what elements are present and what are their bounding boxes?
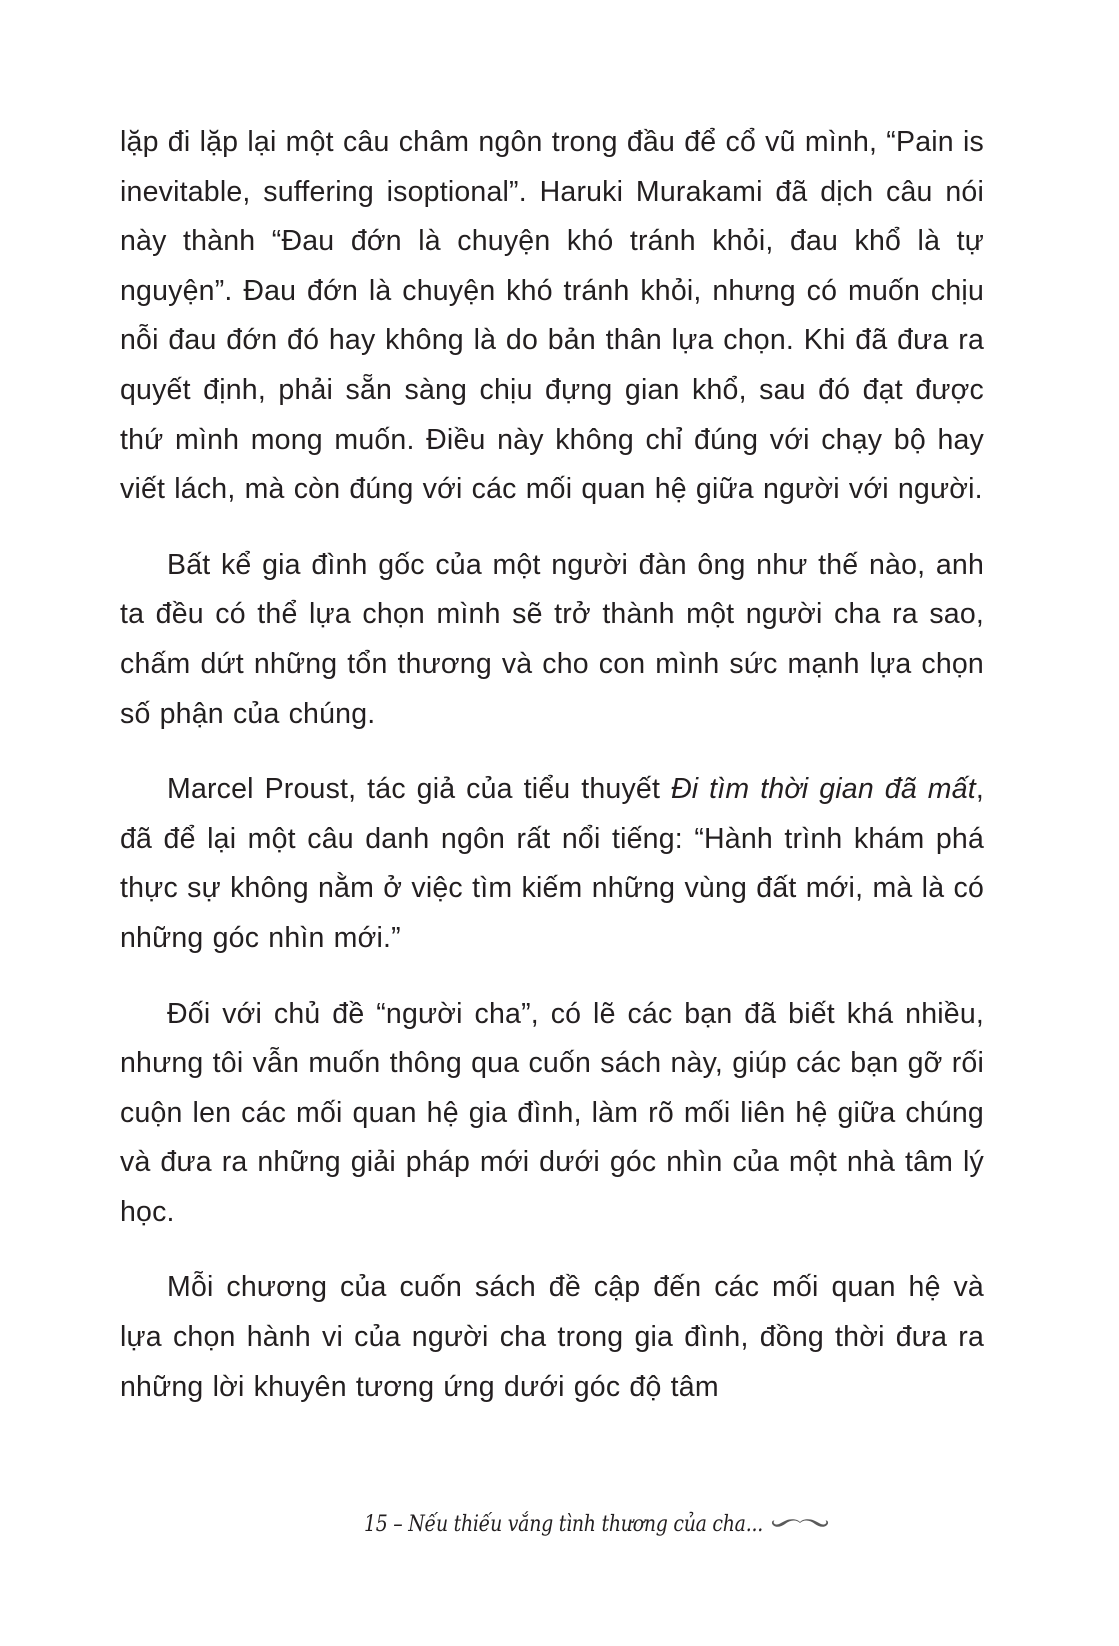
paragraph-text: Mỗi chương của cuốn sách đề cập đến các mối quan hệ và lựa chọn hành vi của người cha trong gia đình, đồng thời đưa ra những lời khuyên tương ứng dưới góc độ tâm bbox=[120, 1271, 984, 1403]
book-title: Đi tìm thời gian đã mất bbox=[670, 773, 976, 806]
paragraph-text: , đã để lại một câu danh ngôn rất nổi tiếng: “Hành trình khám phá thực sự không nằm ở việc tìm kiếm những vùng đất mới, mà là có những góc nhìn mới.” bbox=[120, 773, 984, 954]
page-body bbox=[120, 118, 984, 1438]
paragraph-text: Bất kể gia đình gốc của một người đàn ông như thế nào, anh ta đều có thể lựa chọn mình sẽ trở thành một người cha ra sao, chấm dứt những tổn thương và cho con mình sức mạnh lựa chọn số phận của chúng. bbox=[120, 548, 984, 730]
moustache-icon bbox=[770, 1514, 830, 1536]
running-title: Nếu thiếu vắng tình thương của cha... bbox=[407, 1512, 763, 1537]
running-footer bbox=[363, 1512, 762, 1537]
page-footer bbox=[0, 1512, 1119, 1537]
footer-separator: – bbox=[392, 1512, 403, 1537]
paragraph-text: lặp đi lặp lại một câu châm ngôn trong đầu để cổ vũ mình, “Pain is inevitable, suffering isoptional”. Haruki Murakami đã dịch câu nói này thành “Đau đớn là chuyện khó tránh khỏi, đau khổ là tự nguyện”. Đau đớn là chuyện khó tránh khỏi, nhưng có muốn chịu nỗi đau đớn đó hay không là do bản thân lựa chọn. Khi đã đưa ra quyết định, phải sẵn sàng chịu đựng gian khổ, sau đó đạt được thứ mình mong muốn. Điều này không chỉ đúng với chạy bộ hay viết lách, mà còn đúng với các mối quan hệ giữa người với người. bbox=[120, 126, 984, 506]
page-number: 15 bbox=[363, 1512, 388, 1537]
paragraph-2 bbox=[120, 541, 984, 739]
paragraph-text: Marcel Proust, tác giả của tiểu thuyết bbox=[167, 773, 671, 806]
paragraph-text: Đối với chủ đề “người cha”, có lẽ các bạn đã biết khá nhiều, nhưng tôi vẫn muốn thông qua cuốn sách này, giúp các bạn gỡ rối cuộn len các mối quan hệ gia đình, làm rõ mối liên hệ giữa chúng và đưa ra những giải pháp mới dưới góc nhìn của một nhà tâm lý học. bbox=[120, 997, 984, 1228]
paragraph-5 bbox=[120, 1263, 984, 1412]
paragraph-4 bbox=[120, 990, 984, 1238]
paragraph-3 bbox=[120, 765, 984, 963]
paragraph-1 bbox=[120, 118, 984, 515]
